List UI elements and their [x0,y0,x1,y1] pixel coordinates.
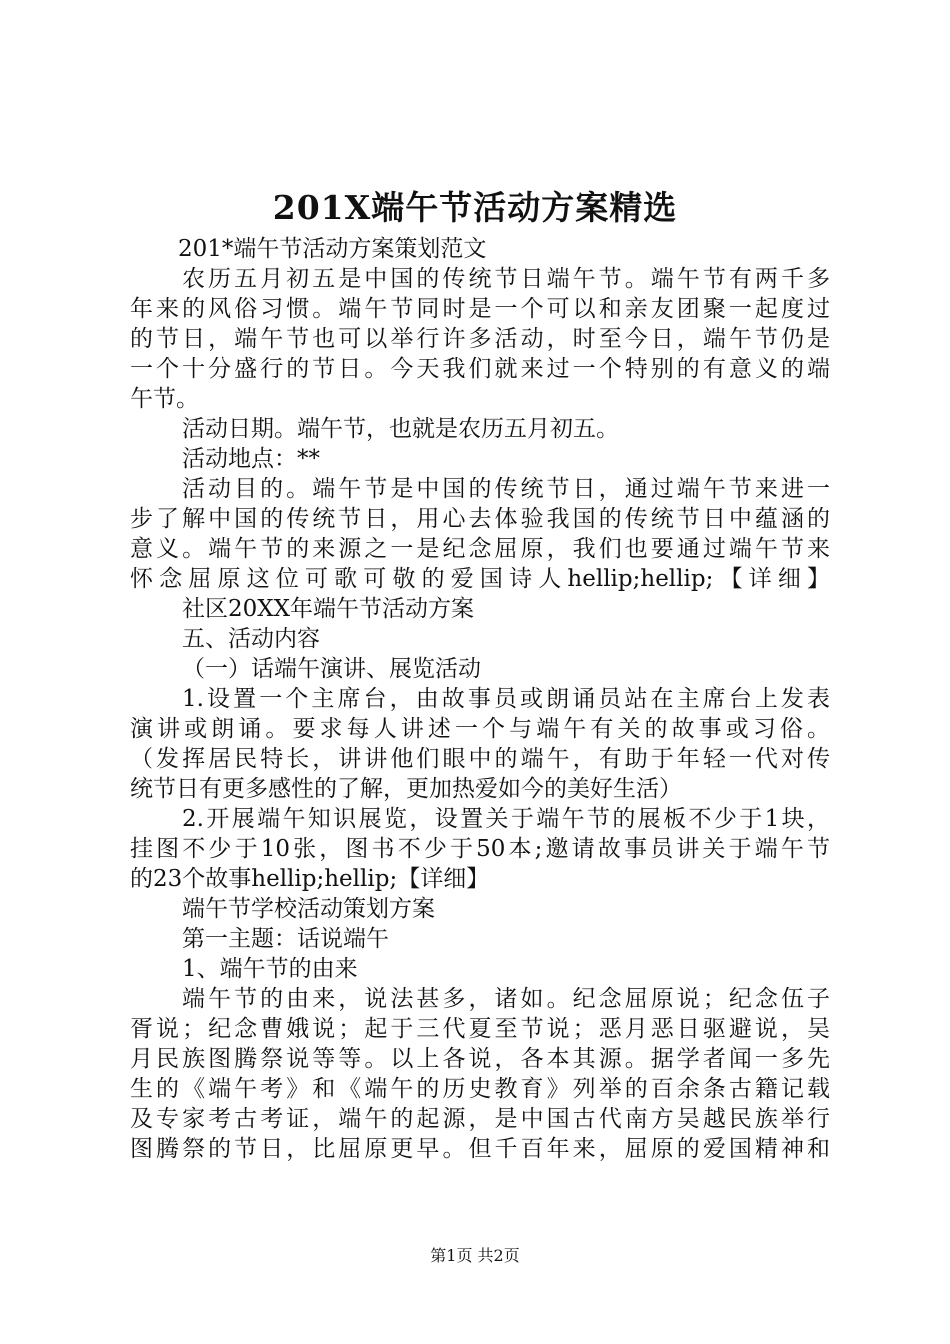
paragraph-line: 一个十分盛行的节日。今天我们就来过一个特别的有意义的端 [130,356,830,382]
paragraph-line: 活动日期。端午节，也就是农历五月初五。 [182,416,619,442]
paragraph-line: 的23个故事hellip;hellip;【详细】 [130,866,490,892]
paragraph-line: 活动地点：** [182,446,320,472]
paragraph-line: 挂图不少于10张，图书不少于50本;邀请故事员讲关于端午节 [130,836,830,862]
document-body [130,234,830,1164]
section-heading: 社区20XX年端午节活动方案 [182,596,475,622]
section-heading: 五、活动内容 [182,626,320,652]
paragraph-line: 怀念屈原这位可歌可敬的爱国诗人hellip;hellip;【详细】 [130,566,830,592]
paragraph-line: 活动目的。端午节是中国的传统节日，通过端午节来进一 [182,476,830,502]
paragraph-line: 统节日有更多感性的了解，更加热爱如今的美好生活） [130,776,682,802]
paragraph-line: （发挥居民特长，讲讲他们眼中的端午，有助于年轻一代对传 [130,746,830,772]
page-number-footer: 第1页 共2页 [430,1246,520,1265]
section-heading: 1、端午节的由来 [182,956,358,982]
paragraph-line: 月民族图腾祭说等等。以上各说，各本其源。据学者闻一多先 [130,1046,830,1072]
paragraph-line: 端午节的由来，说法甚多，诸如。纪念屈原说；纪念伍子 [182,986,830,1012]
paragraph-line: 及专家考古考证，端午的起源，是中国古代南方吴越民族举行 [130,1106,830,1132]
paragraph-line: 年来的风俗习惯。端午节同时是一个可以和亲友团聚一起度过 [130,296,830,322]
paragraph-line: 步了解中国的传统节日，用心去体验我国的传统节日中蕴涵的 [130,506,830,532]
paragraph-line: 意义。端午节的来源之一是纪念屈原，我们也要通过端午节来 [130,536,830,562]
paragraph-line: 胥说；纪念曹娥说；起于三代夏至节说；恶月恶日驱避说，吴 [130,1016,830,1042]
paragraph-line: 的节日，端午节也可以举行许多活动，时至今日，端午节仍是 [130,326,830,352]
section-heading: 端午节学校活动策划方案 [182,896,435,922]
document-title: 201X端午节活动方案精选 [272,188,678,227]
section-heading: （一）话端午演讲、展览活动 [182,656,481,682]
paragraph-line: 午节。 [130,386,199,412]
section-heading: 第一主题：话说端午 [182,926,389,952]
paragraph-line: 演讲或朗诵。要求每人讲述一个与端午有关的故事或习俗。 [130,716,830,742]
section-heading: 201*端午节活动方案策划范文 [178,236,487,262]
paragraph-line: 农历五月初五是中国的传统节日端午节。端午节有两千多 [182,266,830,292]
paragraph-line: 1.设置一个主席台，由故事员或朗诵员站在主席台上发表 [182,686,830,712]
paragraph-line: 图腾祭的节日，比屈原更早。但千百年来，屈原的爱国精神和 [130,1136,830,1162]
paragraph-line: 生的《端午考》和《端午的历史教育》列举的百余条古籍记载 [130,1076,830,1102]
paragraph-line: 2.开展端午知识展览，设置关于端午节的展板不少于1块， [182,806,830,832]
